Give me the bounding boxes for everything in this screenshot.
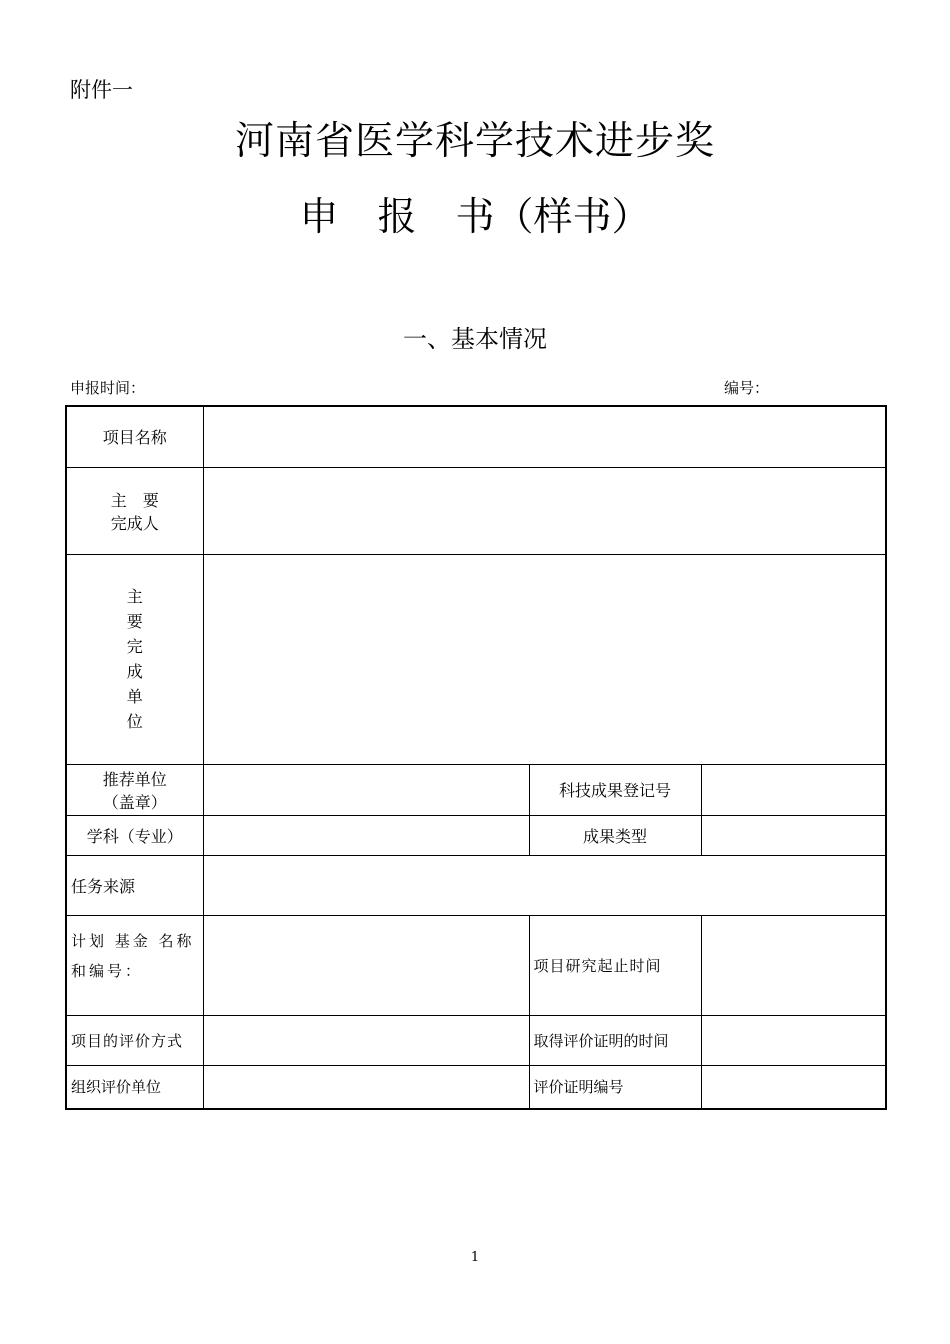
date-label: 申报时间：: [70, 379, 146, 397]
plan-fund-line1: 计划 基金 名称: [71, 931, 195, 950]
main-contributors-field[interactable]: [203, 467, 886, 554]
main-contributors-label: [66, 467, 203, 554]
main-contributors-line2: 完成人: [110, 513, 159, 533]
evaluation-org-field[interactable]: [203, 1065, 529, 1109]
recommend-unit-line2: （盖章）: [102, 792, 167, 812]
result-type-label: 成果类型: [529, 815, 701, 855]
evaluation-cert-no-label: 评价证明编号: [529, 1065, 701, 1109]
application-form-table: [65, 405, 887, 1110]
evaluation-method-label: 项目的评价方式: [66, 1015, 203, 1065]
row-project-name: [66, 406, 886, 467]
number-label: 编号：: [724, 379, 770, 397]
plan-fund-line2: 和编号：: [71, 961, 144, 980]
main-contributors-line1: 主 要: [110, 490, 159, 510]
main-units-char: 主: [126, 587, 143, 606]
evaluation-date-field[interactable]: [701, 1015, 886, 1065]
plan-fund-label: [66, 915, 203, 1015]
research-period-field[interactable]: [701, 915, 886, 1015]
annex-label: 附件一: [70, 78, 133, 102]
research-period-label: 项目研究起止时间: [529, 915, 701, 1015]
task-source-field[interactable]: [203, 855, 886, 915]
plan-fund-field[interactable]: [203, 915, 529, 1015]
recommend-unit-field[interactable]: [203, 764, 529, 815]
main-units-char: 完: [126, 637, 143, 656]
main-units-field[interactable]: [203, 554, 886, 764]
row-discipline: [66, 815, 886, 855]
registration-no-field[interactable]: [701, 764, 886, 815]
project-name-label: 项目名称: [66, 406, 203, 467]
section-title: 一、基本情况: [403, 325, 547, 353]
registration-no-label: 科技成果登记号: [529, 764, 701, 815]
discipline-field[interactable]: [203, 815, 529, 855]
row-main-units: [66, 554, 886, 764]
main-units-char: 单: [126, 687, 143, 706]
row-recommend-unit: [66, 764, 886, 815]
row-task-source: [66, 855, 886, 915]
document-title: 河南省医学科学技术进步奖: [234, 119, 715, 164]
row-evaluation-org: [66, 1065, 886, 1109]
discipline-label: 学科（专业）: [66, 815, 203, 855]
main-units-char: 成: [126, 662, 143, 681]
row-main-contributors: [66, 467, 886, 554]
row-plan-fund: [66, 915, 886, 1015]
main-units-label: [66, 554, 203, 764]
main-units-char: 位: [126, 712, 143, 731]
task-source-label: 任务来源: [66, 855, 203, 915]
result-type-field[interactable]: [701, 815, 886, 855]
evaluation-org-label: 组织评价单位: [66, 1065, 203, 1109]
recommend-unit-line1: 推荐单位: [102, 769, 167, 789]
evaluation-method-field[interactable]: [203, 1015, 529, 1065]
evaluation-cert-no-field[interactable]: [701, 1065, 886, 1109]
evaluation-date-label: 取得评价证明的时间: [529, 1015, 701, 1065]
main-units-char: 要: [126, 612, 143, 631]
page-number: 1: [470, 1250, 480, 1265]
document-subtitle: 申 报 书（样书）: [299, 195, 651, 240]
project-name-field[interactable]: [203, 406, 886, 467]
row-evaluation-method: [66, 1015, 886, 1065]
recommend-unit-label: [66, 764, 203, 815]
